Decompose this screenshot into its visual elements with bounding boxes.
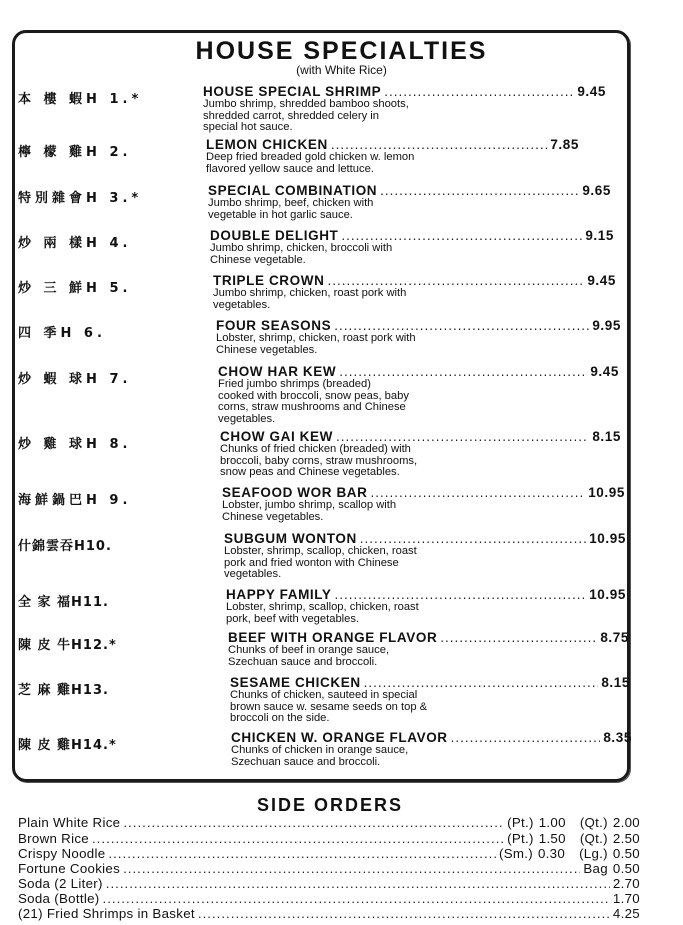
item-entry: [203, 84, 606, 134]
item-description-line: flavored yellow sauce and lettuce.: [206, 162, 374, 175]
dot-leader: [198, 906, 610, 921]
side-order-name: Plain White Rice: [18, 815, 121, 830]
item-price: 9.45: [577, 84, 606, 99]
item-name: HAPPY FAMILY: [226, 587, 332, 602]
item-name-line: [203, 84, 606, 99]
side-order-size: (Pt.): [507, 831, 534, 846]
item-description-line: vegetables.: [224, 568, 282, 580]
side-order-row: [18, 876, 640, 891]
item-description-line: Chunks of beef in orange sauce,: [228, 644, 390, 656]
side-order-price: 1.70: [612, 891, 640, 906]
side-order-size: (Qt.): [579, 831, 608, 846]
item-price: 9.95: [592, 318, 621, 333]
section-subtitle: (with White Rice): [296, 63, 387, 77]
item-name-line: [222, 485, 625, 500]
item-code: 檸 檬 雞H 2.: [18, 145, 132, 160]
item-description-line: vegetables.: [213, 298, 271, 311]
side-order-price: 0.30: [537, 846, 566, 861]
item-description-line: Chinese vegetables.: [216, 343, 318, 356]
item-description-line: Szechuan sauce and broccoli.: [231, 755, 381, 768]
item-name: CHOW GAI KEW: [220, 429, 333, 444]
item-description-line: Chinese vegetables.: [222, 510, 324, 523]
item-description-line: snow peas and Chinese vegetables.: [220, 466, 400, 478]
dot-leader: [106, 876, 610, 891]
item-price: 7.85: [550, 137, 579, 152]
section-title: HOUSE SPECIALTIES: [195, 37, 488, 65]
item-description-line: Jumbo shrimp, shredded bamboo shoots,: [203, 98, 409, 110]
item-entry: [213, 273, 616, 311]
dot-leader: [341, 228, 582, 243]
item-code: 炒 雞 球H 8.: [18, 437, 132, 452]
item-name-line: [224, 531, 626, 546]
item-entry: [222, 485, 625, 523]
item-code: 炒 兩 樣H 4.: [18, 236, 132, 251]
item-description-line: shredded carrot, shredded celery in: [203, 109, 379, 122]
item-code: 陳 皮 牛H12.*: [18, 638, 117, 653]
side-order-row: [18, 891, 640, 906]
item-price: 8.15: [592, 429, 621, 444]
item-name-line: [231, 730, 632, 745]
item-code: 本 樓 蝦H 1.*: [18, 92, 143, 107]
item-description-line: pork and fried wonton with Chinese: [224, 556, 399, 569]
item-code: 四 季H 6.: [18, 326, 106, 341]
item-name: BEEF WITH ORANGE FLAVOR: [228, 630, 438, 645]
side-order-name: Fortune Cookies: [18, 861, 121, 876]
item-name: CHOW HAR KEW: [218, 364, 337, 379]
item-description-line: Jumbo shrimp, chicken, broccoli with: [210, 242, 393, 254]
dot-leader: [451, 730, 601, 745]
item-description-line: Lobster, jumbo shrimp, scallop with: [222, 499, 397, 511]
item-description-line: Deep fried breaded gold chicken w. lemon: [206, 151, 415, 163]
side-order-name: Soda (Bottle): [18, 891, 100, 906]
item-name: CHICKEN W. ORANGE FLAVOR: [231, 730, 448, 745]
item-description-line: broccoli, baby corns, straw mushrooms,: [220, 454, 418, 467]
side-order-name: Crispy Noodle: [18, 846, 106, 861]
item-entry: [208, 183, 611, 221]
item-description-line: Chinese vegetable.: [210, 253, 306, 266]
item-name-line: [218, 364, 619, 379]
item-price: 8.15: [601, 675, 630, 690]
item-name-line: [206, 137, 579, 152]
item-name: LEMON CHICKEN: [206, 137, 328, 152]
item-price: 10.95: [588, 485, 625, 500]
item-description-line: Jumbo shrimp, chicken, roast pork with: [213, 287, 407, 299]
side-order-name: Soda (2 Liter): [18, 876, 103, 891]
item-price: 9.15: [585, 228, 614, 243]
item-entry: [224, 531, 626, 581]
item-code: 陳 皮 雞H14.*: [18, 738, 117, 753]
item-price: 10.95: [589, 531, 626, 546]
side-order-row: [18, 831, 640, 846]
item-description-line: Chunks of chicken, sauteed in special: [230, 689, 418, 701]
side-order-price: 1.00: [538, 815, 566, 830]
dot-leader: [92, 831, 504, 846]
item-description-line: Fried jumbo shrimps (breaded): [218, 378, 371, 390]
item-entry: [216, 318, 621, 356]
item-price: 9.45: [587, 273, 616, 288]
side-order-price: 2.50: [612, 831, 640, 846]
side-order-price: 1.50: [538, 831, 566, 846]
item-description-line: Lobster, shrimp, scallop, chicken, roast: [224, 545, 417, 557]
side-order-price: 4.25: [612, 906, 640, 921]
dot-leader: [364, 675, 599, 690]
dot-leader: [339, 364, 587, 379]
item-name: SEAFOOD WOR BAR: [222, 485, 368, 500]
item-description-line: Lobster, shrimp, chicken, roast pork with: [216, 332, 416, 344]
side-order-price: 2.00: [612, 815, 640, 830]
side-order-name: (21) Fried Shrimps in Basket: [18, 906, 195, 921]
side-order-size: Bag: [583, 861, 608, 876]
item-name-line: [228, 630, 629, 645]
side-order-size: (Pt.): [507, 815, 534, 830]
item-name-line: [213, 273, 616, 288]
item-name-line: [220, 429, 621, 444]
dot-leader: [108, 846, 496, 861]
item-description-line: vegetables.: [218, 412, 276, 425]
dot-leader: [123, 815, 504, 830]
item-price: 8.35: [603, 730, 632, 745]
side-order-row: [18, 846, 640, 861]
item-description-line: pork, beef with vegetables.: [226, 612, 360, 625]
side-order-price: 0.50: [612, 861, 640, 876]
item-name: TRIPLE CROWN: [213, 273, 325, 288]
item-name: DOUBLE DELIGHT: [210, 228, 339, 243]
item-name-line: [226, 587, 626, 602]
item-description-line: vegetable in hot garlic sauce.: [208, 208, 353, 221]
item-entry: [206, 137, 579, 175]
dot-leader: [440, 630, 597, 645]
item-code: 什錦雲吞H10.: [18, 539, 112, 554]
side-order-row: [18, 906, 640, 921]
dot-leader: [334, 587, 586, 602]
item-name: SESAME CHICKEN: [230, 675, 361, 690]
side-order-size: (Lg.): [579, 846, 608, 861]
side-orders-title: SIDE ORDERS: [256, 795, 404, 815]
item-description-line: cooked with broccoli, snow peas, baby: [218, 389, 409, 402]
dot-leader: [360, 531, 586, 546]
item-description-line: special hot sauce.: [203, 121, 293, 133]
dot-leader: [331, 137, 548, 152]
item-name: FOUR SEASONS: [216, 318, 332, 333]
item-name-line: [216, 318, 621, 333]
item-entry: [210, 228, 614, 266]
item-code: 特別雜會H 3.*: [18, 191, 143, 206]
item-code: 炒 蝦 球H 7.: [18, 372, 132, 387]
side-order-size: (Qt.): [579, 815, 608, 830]
item-name-line: [208, 183, 611, 198]
dot-leader: [371, 485, 586, 500]
item-code: 芝 麻 雞H13.: [18, 683, 109, 698]
item-price: 9.65: [582, 183, 611, 198]
side-order-name: Brown Rice: [18, 831, 89, 846]
dot-leader: [334, 318, 589, 333]
item-description-line: Chunks of chicken in orange sauce,: [231, 744, 409, 756]
item-description-line: broccoli on the side.: [230, 712, 330, 724]
side-order-row: [18, 861, 640, 876]
item-name: HOUSE SPECIAL SHRIMP: [203, 84, 382, 99]
item-entry: [230, 675, 630, 725]
dot-leader: [327, 273, 584, 288]
item-name-line: [230, 675, 630, 690]
side-order-price: 0.50: [612, 846, 640, 861]
item-description-line: corns, straw mushrooms and Chinese: [218, 401, 406, 413]
item-name: SUBGUM WONTON: [224, 531, 357, 546]
dot-leader: [336, 429, 589, 444]
item-price: 10.95: [589, 587, 626, 602]
side-order-size: (Sm.): [498, 846, 533, 861]
item-entry: [228, 630, 629, 668]
item-description-line: Chunks of fried chicken (breaded) with: [220, 443, 411, 455]
item-entry: [218, 364, 619, 425]
side-order-price: 2.70: [612, 876, 640, 891]
item-entry: [220, 429, 621, 479]
dot-leader: [384, 84, 574, 99]
item-code: 全 家 福H11.: [18, 595, 109, 610]
item-code: 炒 三 鮮H 5.: [18, 281, 132, 296]
item-entry: [231, 730, 632, 768]
item-description-line: Lobster, shrimp, scallop, chicken, roast: [226, 601, 419, 613]
item-code: 海鮮鍋巴H 9.: [18, 493, 132, 508]
item-price: 8.75: [600, 630, 629, 645]
item-name-line: [210, 228, 614, 243]
item-name: SPECIAL COMBINATION: [208, 183, 378, 198]
dot-leader: [380, 183, 579, 198]
item-price: 9.45: [590, 364, 619, 379]
side-order-row: [18, 815, 640, 830]
item-description-line: brown sauce w. sesame seeds on top &: [230, 700, 428, 713]
item-entry: [226, 587, 626, 625]
dot-leader: [123, 861, 580, 876]
dot-leader: [103, 891, 610, 906]
item-description-line: Jumbo shrimp, beef, chicken with: [208, 197, 374, 209]
item-description-line: Szechuan sauce and broccoli.: [228, 655, 378, 668]
